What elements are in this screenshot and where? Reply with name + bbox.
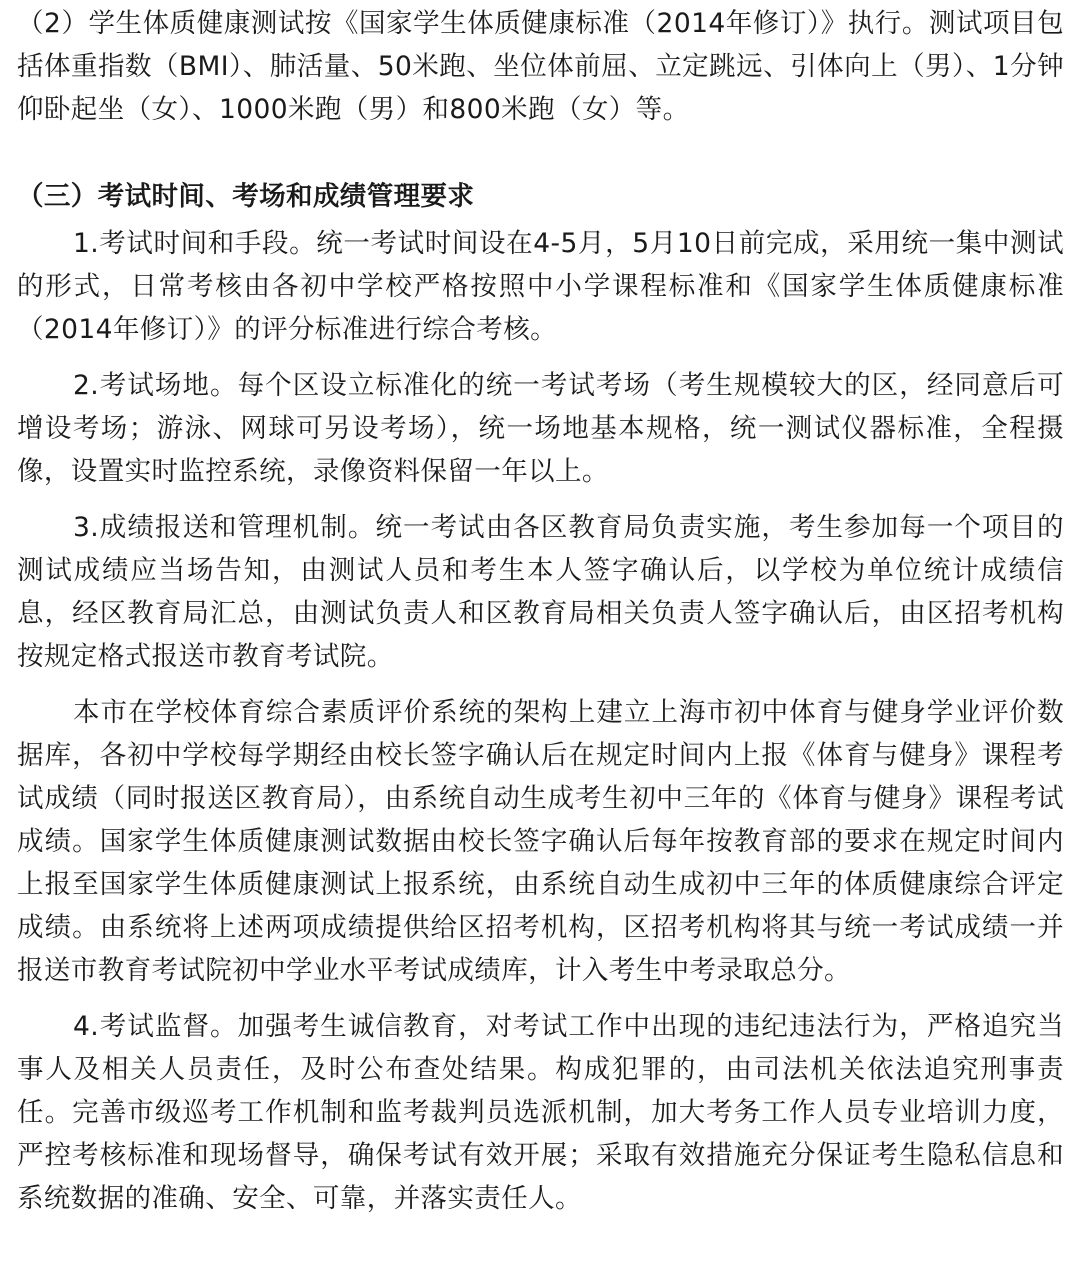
paragraph-exam-venue: 2.考试场地。每个区设立标准化的统一考试考场（考生规模较大的区，经同意后可增设考场；游泳、网球可另设考场），统一场地基本规格，统一测试仪器标准，全程摄像，设置实时监控系统，录像资料保留一年以上。 [17,370,1064,487]
paragraph-score-reporting: 3.成绩报送和管理机制。统一考试由各区教育局负责实施，考生参加每一个项目的测试成绩应当场告知，由测试人员和考生本人签字确认后，以学校为单位统计成绩信息，经区教育局汇总，由测试负责人和区教育局相关负责人签字确认后，由区招考机构按规定格式报送市教育考试院。 [17,512,1064,672]
paragraph-exam-time: 1.考试时间和手段。统一考试时间设在4-5月，5月10日前完成，采用统一集中测试的形式，日常考核由各初中学校严格按照中小学课程标准和《国家学生体质健康标准（2014年修订）》的评分标准进行综合考核。 [17,228,1064,345]
intro-paragraph: （2）学生体质健康测试按《国家学生体质健康标准（2014年修订）》执行。测试项目包括体重指数（BMI）、肺活量、50米跑、坐位体前屈、立定跳远、引体向上（男）、1分钟仰卧起坐（女）、1000米跑（男）和800米跑（女）等。 [17,8,1064,125]
section-heading: （三）考试时间、考场和成绩管理要求 [17,181,475,212]
paragraph-evaluation-database: 本市在学校体育综合素质评价系统的架构上建立上海市初中体育与健身学业评价数据库，各初中学校每学期经由校长签字确认后在规定时间内上报《体育与健身》课程考试成绩（同时报送区教育局），由系统自动生成考生初中三年的《体育与健身》课程考试成绩。国家学生体质健康测试数据由校长签字确认后每年按教育部的要求在规定时间内上报至国家学生体质健康测试上报系统，由系统自动生成初中三年的体质健康综合评定成绩。由系统将上述两项成绩提供给区招考机构，区招考机构将其与统一考试成绩一并报送市教育考试院初中学业水平考试成绩库，计入考生中考录取总分。 [17,697,1064,986]
paragraph-exam-supervision: 4.考试监督。加强考生诚信教育，对考试工作中出现的违纪违法行为，严格追究当事人及相关人员责任，及时公布查处结果。构成犯罪的，由司法机关依法追究刑事责任。完善市级巡考工作机制和监考裁判员选派机制，加大考务工作人员专业培训力度，严控考核标准和现场督导，确保考试有效开展；采取有效措施充分保证考生隐私信息和系统数据的准确、安全、可靠，并落实责任人。 [17,1011,1064,1214]
